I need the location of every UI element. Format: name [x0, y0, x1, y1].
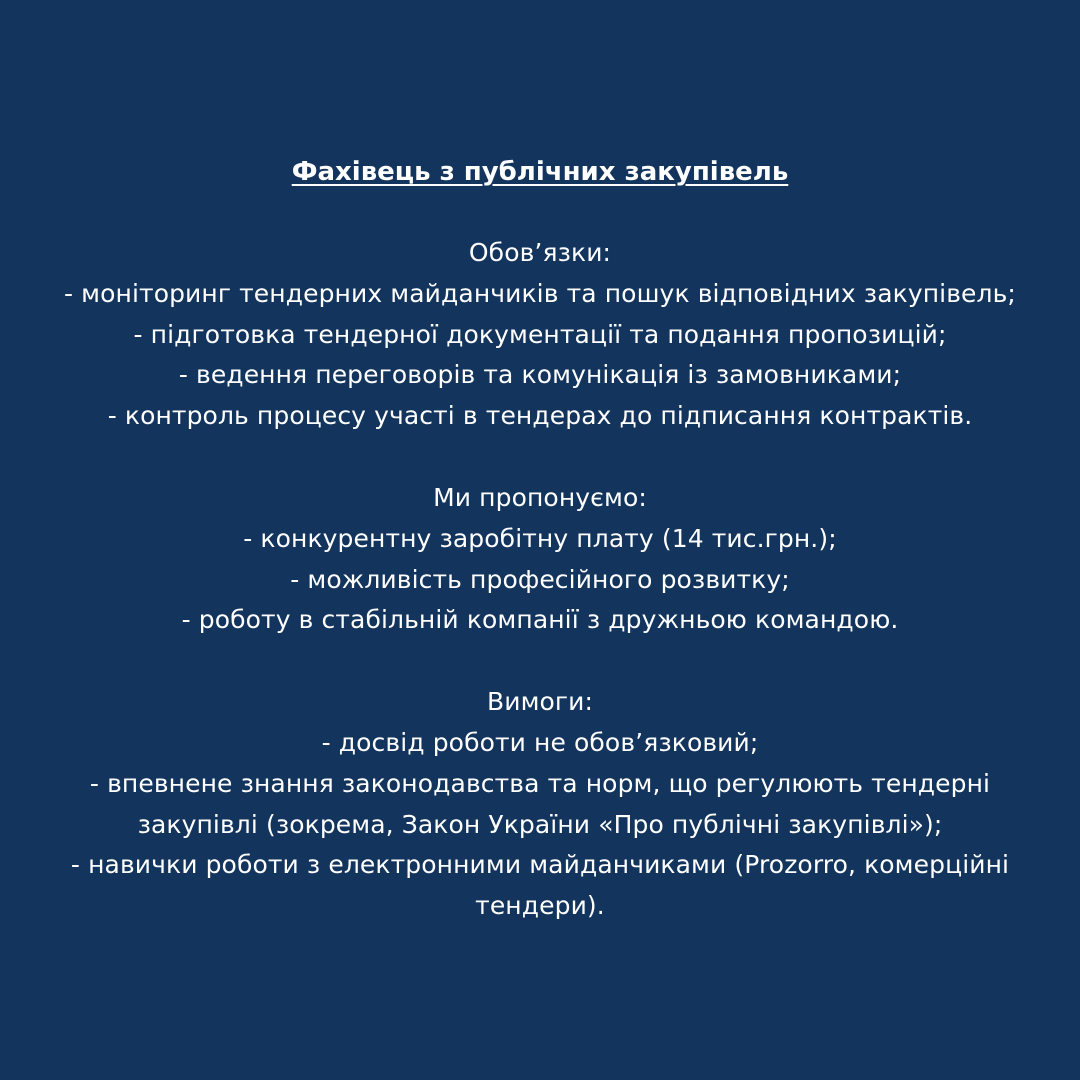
requirement-item: - впевнене знання законодавства та норм, що регулюють тендерні закупівлі (зокрема, Закон України «Про публічні закупівлі»);: [89, 768, 991, 839]
responsibility-item: - ведення переговорів та комунікація із замовниками;: [178, 360, 902, 390]
requirement-item: - навички роботи з електронними майданчиками (Prozorro, комерційні тендери).: [70, 850, 1010, 921]
offer-heading: Ми пропонуємо:: [433, 482, 647, 512]
responsibility-item: - контроль процесу участі в тендерах до підписання контрактів.: [107, 401, 973, 431]
responsibilities-section: [0, 233, 1080, 437]
offer-item: - можливість професійного розвитку;: [290, 564, 790, 594]
offer-item: - конкурентну заробітну плату (14 тис.грн.);: [243, 523, 837, 553]
offer-item: - роботу в стабільній компанії з дружньою командою.: [181, 605, 899, 635]
responsibility-item: - моніторинг тендерних майданчиків та пошук відповідних закупівель;: [64, 278, 1016, 308]
responsibility-item: - підготовка тендерної документації та подання пропозицій;: [133, 319, 947, 349]
requirement-item: - досвід роботи не обов’язковий;: [321, 727, 759, 757]
vacancy-title: Фахівець з публічних закупівель: [291, 157, 789, 187]
responsibilities-heading: Обов’язки:: [468, 238, 612, 267]
requirements-heading: Вимоги:: [486, 687, 594, 717]
offer-section: [0, 478, 1080, 641]
requirements-section: [0, 682, 1080, 927]
